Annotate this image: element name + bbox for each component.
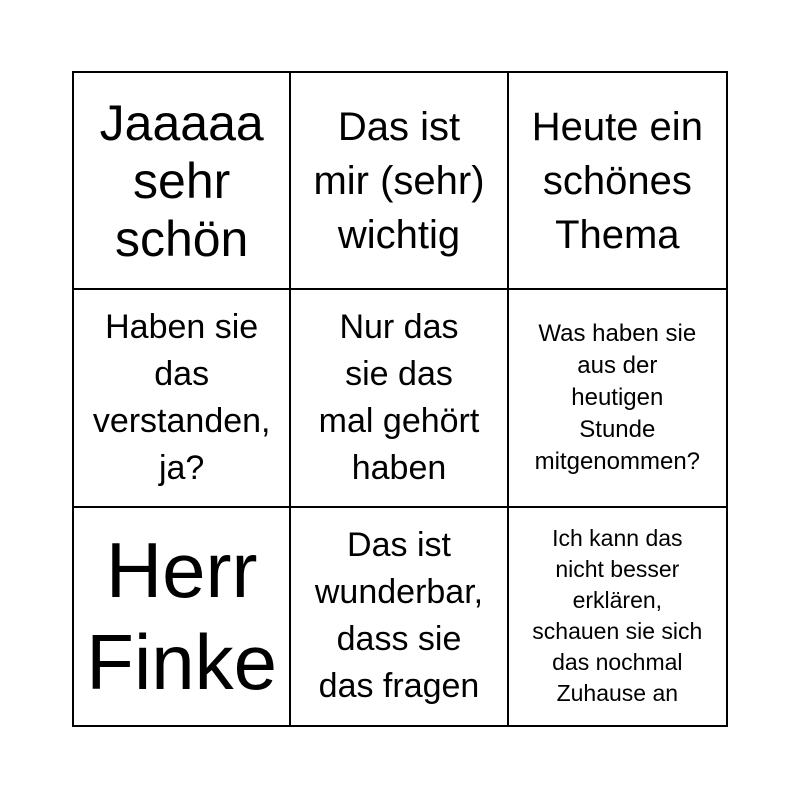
bingo-cell-9[interactable] [509,508,726,725]
bingo-cell-5[interactable] [291,290,508,507]
bingo-board [72,71,728,727]
bingo-cell-text: Haben sie das verstanden, ja? [92,307,271,487]
bingo-cell-text: Nur das sie das mal gehört haben [318,307,480,487]
bingo-cell-7[interactable] [74,508,291,725]
bingo-cell-4[interactable] [74,290,291,507]
bingo-cell-8[interactable] [291,508,508,725]
bingo-cell-1[interactable] [74,73,291,290]
bingo-cell-text: Jaaaaa sehr schön [99,94,264,267]
bingo-cell-text: Das ist wunderbar, dass sie das fragen [314,526,484,706]
bingo-cell-text: Herr Finke [86,526,278,707]
bingo-cell-text: Ich kann das nicht besser erklären, schauen sie sich das nochmal Zuhause an [532,525,703,707]
bingo-cell-3[interactable] [509,73,726,290]
bingo-cell-text: Was haben sie aus der heutigen Stunde mitgenommen? [534,319,701,475]
bingo-cell-text: Das ist mir (sehr) wichtig [313,104,485,257]
bingo-cell-text: Heute ein schönes Thema [531,104,703,257]
bingo-cell-2[interactable] [291,73,508,290]
bingo-cell-6[interactable] [509,290,726,507]
